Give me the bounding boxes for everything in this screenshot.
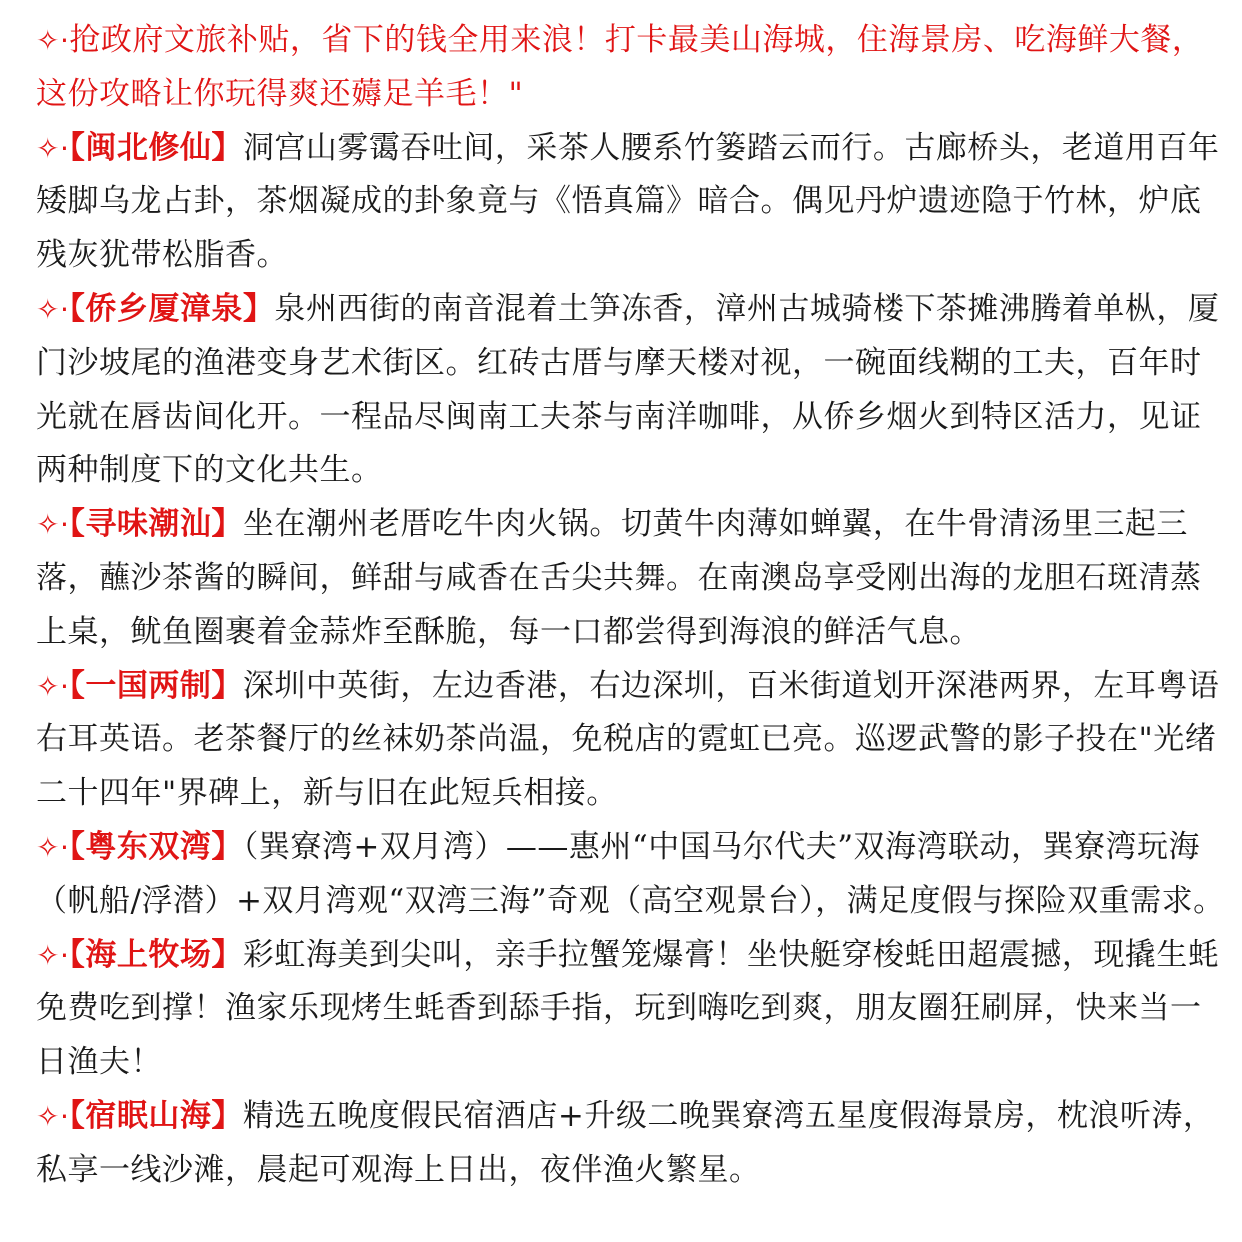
itinerary-document [36, 14, 1226, 1198]
section-text: （巽寮湾+双月湾）——惠州“中国马尔代夫”双海湾联动，巽寮湾玩海（帆船/浮潜）+双月湾观“双湾三海”奇观（高空观景台），满足度假与探险双重需求。 [36, 828, 1225, 919]
section-paragraph [36, 929, 1226, 1090]
section-text: 精选五晚度假民宿酒店+升级二晚巽寮湾五星度假海景房，枕浪听涛，私享一线沙滩，晨起可观海上日出，夜伴渔火繁星。 [36, 1097, 1215, 1188]
sparkle-icon: ✧· [36, 1099, 70, 1133]
section-title: 【粤东双湾】 [69, 828, 243, 865]
intro-text: 抢政府文旅补贴，省下的钱全用来浪！打卡最美山海城，住海景房、吃海鲜大餐，这份攻略让你玩得爽还薅足羊毛！" [36, 22, 1204, 112]
sparkle-icon: ✧· [36, 669, 70, 703]
section-text: 洞宫山雾霭吞吐间，采茶人腰系竹篓踏云而行。古廊桥头，老道用百年矮脚乌龙占卦，茶烟凝成的卦象竟与《悟真篇》暗合。偶见丹炉遗迹隐于竹林，炉底残灰犹带松脂香。 [36, 129, 1220, 274]
section-title: 【一国两制】 [69, 667, 243, 704]
section-title: 【闽北修仙】 [69, 129, 243, 166]
sparkle-icon: ✧· [36, 508, 70, 542]
section-paragraph [36, 283, 1226, 498]
sparkle-icon: ✧· [36, 292, 70, 326]
section-title: 【侨乡厦漳泉】 [69, 290, 275, 327]
section-title: 【寻味潮汕】 [69, 506, 243, 543]
section-text: 深圳中英街，左边香港，右边深圳，百米街道划开深港两界，左耳粤语右耳英语。老茶餐厅的丝袜奶茶尚温，免税店的霓虹已亮。巡逻武警的影子投在"光绪二十四年"界碑上，新与旧在此短兵相接。 [36, 667, 1220, 812]
section-paragraph [36, 660, 1226, 821]
section-title: 【宿眠山海】 [69, 1097, 243, 1134]
section-paragraph [36, 821, 1226, 929]
sparkle-icon: ✧· [36, 24, 70, 57]
sparkle-icon: ✧· [36, 938, 70, 972]
sparkle-icon: ✧· [36, 830, 70, 864]
section-paragraph [36, 498, 1226, 659]
section-text: 泉州西街的南音混着土笋冻香，漳州古城骑楼下茶摊沸腾着单枞，厦门沙坡尾的渔港变身艺术街区。红砖古厝与摩天楼对视，一碗面线糊的工夫，百年时光就在唇齿间化开。一程品尽闽南工夫茶与南洋咖啡，从侨乡烟火到特区活力，见证两种制度下的文化共生。 [36, 290, 1220, 489]
sparkle-icon: ✧· [36, 131, 70, 165]
section-paragraph [36, 122, 1226, 283]
section-text: 彩虹海美到尖叫，亲手拉蟹笼爆膏！坐快艇穿梭蚝田超震撼，现撬生蚝免费吃到撑！渔家乐现烤生蚝香到舔手指，玩到嗨吃到爽，朋友圈狂刷屏，快来当一日渔夫！ [36, 936, 1220, 1081]
intro-paragraph [36, 14, 1226, 122]
section-title: 【海上牧场】 [69, 936, 243, 973]
section-paragraph [36, 1090, 1226, 1198]
section-text: 坐在潮州老厝吃牛肉火锅。切黄牛肉薄如蝉翼，在牛骨清汤里三起三落，蘸沙茶酱的瞬间，鲜甜与咸香在舌尖共舞。在南澳岛享受刚出海的龙胆石斑清蒸上桌，鱿鱼圈裹着金蒜炸至酥脆，每一口都尝得到海浪的鲜活气息。 [36, 506, 1202, 650]
